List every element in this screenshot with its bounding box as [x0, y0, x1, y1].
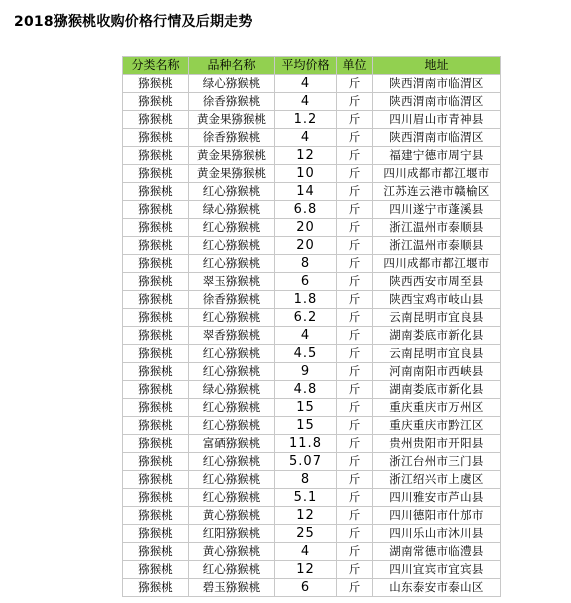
header-address: 地址	[373, 57, 501, 75]
cell-unit: 斤	[337, 93, 373, 111]
cell-unit: 斤	[337, 327, 373, 345]
cell-address: 浙江温州市泰顺县	[373, 237, 501, 255]
cell-address: 四川雅安市芦山县	[373, 489, 501, 507]
table-row	[123, 183, 501, 201]
cell-variety: 红心猕猴桃	[189, 309, 275, 327]
cell-avg-price: 9	[275, 363, 337, 381]
cell-category: 猕猴桃	[123, 561, 189, 579]
table-row	[123, 489, 501, 507]
cell-category: 猕猴桃	[123, 363, 189, 381]
cell-variety: 红心猕猴桃	[189, 363, 275, 381]
cell-address: 江苏连云港市赣榆区	[373, 183, 501, 201]
cell-variety: 绿心猕猴桃	[189, 201, 275, 219]
cell-avg-price: 10	[275, 165, 337, 183]
cell-avg-price: 20	[275, 237, 337, 255]
cell-category: 猕猴桃	[123, 147, 189, 165]
table-row	[123, 165, 501, 183]
cell-address: 陕西宝鸡市岐山县	[373, 291, 501, 309]
cell-unit: 斤	[337, 165, 373, 183]
cell-unit: 斤	[337, 129, 373, 147]
table-row	[123, 273, 501, 291]
cell-avg-price: 6.2	[275, 309, 337, 327]
cell-avg-price: 15	[275, 417, 337, 435]
cell-address: 四川眉山市青神县	[373, 111, 501, 129]
header-category: 分类名称	[123, 57, 189, 75]
table-row	[123, 543, 501, 561]
cell-variety: 红心猕猴桃	[189, 219, 275, 237]
cell-address: 陕西渭南市临渭区	[373, 75, 501, 93]
cell-unit: 斤	[337, 543, 373, 561]
cell-category: 猕猴桃	[123, 525, 189, 543]
cell-avg-price: 5.07	[275, 453, 337, 471]
cell-address: 湖南娄底市新化县	[373, 327, 501, 345]
cell-category: 猕猴桃	[123, 381, 189, 399]
cell-unit: 斤	[337, 471, 373, 489]
cell-avg-price: 14	[275, 183, 337, 201]
cell-category: 猕猴桃	[123, 75, 189, 93]
cell-unit: 斤	[337, 453, 373, 471]
cell-address: 浙江绍兴市上虞区	[373, 471, 501, 489]
cell-avg-price: 11.8	[275, 435, 337, 453]
cell-unit: 斤	[337, 111, 373, 129]
cell-avg-price: 6	[275, 579, 337, 597]
table-row	[123, 201, 501, 219]
cell-category: 猕猴桃	[123, 345, 189, 363]
page-title: 2018猕猴桃收购价格行情及后期走势	[14, 14, 253, 30]
table-row	[123, 327, 501, 345]
cell-unit: 斤	[337, 417, 373, 435]
table-row	[123, 471, 501, 489]
cell-unit: 斤	[337, 561, 373, 579]
cell-variety: 翠玉猕猴桃	[189, 273, 275, 291]
cell-variety: 黄金果猕猴桃	[189, 111, 275, 129]
table-row	[123, 417, 501, 435]
table-row	[123, 363, 501, 381]
cell-avg-price: 12	[275, 507, 337, 525]
cell-unit: 斤	[337, 399, 373, 417]
table-row	[123, 129, 501, 147]
cell-avg-price: 4	[275, 93, 337, 111]
cell-avg-price: 12	[275, 561, 337, 579]
cell-category: 猕猴桃	[123, 309, 189, 327]
cell-category: 猕猴桃	[123, 507, 189, 525]
header-unit: 单位	[337, 57, 373, 75]
cell-address: 云南昆明市宜良县	[373, 309, 501, 327]
cell-variety: 徐香猕猴桃	[189, 93, 275, 111]
cell-unit: 斤	[337, 381, 373, 399]
cell-unit: 斤	[337, 345, 373, 363]
cell-unit: 斤	[337, 75, 373, 93]
cell-variety: 黄心猕猴桃	[189, 507, 275, 525]
cell-address: 浙江台州市三门县	[373, 453, 501, 471]
cell-variety: 红心猕猴桃	[189, 561, 275, 579]
cell-category: 猕猴桃	[123, 489, 189, 507]
cell-address: 重庆重庆市黔江区	[373, 417, 501, 435]
cell-avg-price: 5.1	[275, 489, 337, 507]
cell-address: 陕西西安市周至县	[373, 273, 501, 291]
cell-address: 四川乐山市沐川县	[373, 525, 501, 543]
cell-category: 猕猴桃	[123, 579, 189, 597]
cell-category: 猕猴桃	[123, 201, 189, 219]
cell-category: 猕猴桃	[123, 399, 189, 417]
cell-category: 猕猴桃	[123, 291, 189, 309]
cell-category: 猕猴桃	[123, 165, 189, 183]
cell-address: 四川遂宁市蓬溪县	[373, 201, 501, 219]
cell-avg-price: 4	[275, 327, 337, 345]
cell-address: 四川宜宾市宜宾县	[373, 561, 501, 579]
cell-variety: 黄金果猕猴桃	[189, 165, 275, 183]
cell-avg-price: 8	[275, 255, 337, 273]
table-row	[123, 75, 501, 93]
cell-address: 陕西渭南市临渭区	[373, 93, 501, 111]
table-row	[123, 147, 501, 165]
cell-unit: 斤	[337, 183, 373, 201]
cell-unit: 斤	[337, 525, 373, 543]
cell-address: 福建宁德市周宁县	[373, 147, 501, 165]
cell-variety: 红心猕猴桃	[189, 255, 275, 273]
cell-unit: 斤	[337, 291, 373, 309]
cell-avg-price: 1.8	[275, 291, 337, 309]
table-row	[123, 237, 501, 255]
table-row	[123, 507, 501, 525]
cell-variety: 红心猕猴桃	[189, 471, 275, 489]
cell-address: 重庆重庆市万州区	[373, 399, 501, 417]
cell-variety: 黄金果猕猴桃	[189, 147, 275, 165]
cell-avg-price: 12	[275, 147, 337, 165]
table-row	[123, 453, 501, 471]
cell-avg-price: 4	[275, 75, 337, 93]
cell-address: 贵州贵阳市开阳县	[373, 435, 501, 453]
table-row	[123, 579, 501, 597]
cell-variety: 富硒猕猴桃	[189, 435, 275, 453]
cell-category: 猕猴桃	[123, 543, 189, 561]
cell-variety: 碧玉猕猴桃	[189, 579, 275, 597]
cell-address: 四川成都市都江堰市	[373, 255, 501, 273]
cell-address: 湖南常德市临澧县	[373, 543, 501, 561]
cell-avg-price: 4	[275, 129, 337, 147]
cell-category: 猕猴桃	[123, 327, 189, 345]
table-row	[123, 561, 501, 579]
cell-variety: 红心猕猴桃	[189, 183, 275, 201]
cell-unit: 斤	[337, 507, 373, 525]
cell-avg-price: 8	[275, 471, 337, 489]
cell-variety: 红心猕猴桃	[189, 453, 275, 471]
header-variety: 品种名称	[189, 57, 275, 75]
header-avg-price: 平均价格	[275, 57, 337, 75]
cell-variety: 徐香猕猴桃	[189, 291, 275, 309]
cell-category: 猕猴桃	[123, 93, 189, 111]
cell-variety: 红心猕猴桃	[189, 417, 275, 435]
cell-avg-price: 1.2	[275, 111, 337, 129]
cell-category: 猕猴桃	[123, 111, 189, 129]
cell-address: 浙江温州市泰顺县	[373, 219, 501, 237]
cell-unit: 斤	[337, 147, 373, 165]
table-row	[123, 309, 501, 327]
cell-avg-price: 15	[275, 399, 337, 417]
cell-category: 猕猴桃	[123, 453, 189, 471]
cell-variety: 翠香猕猴桃	[189, 327, 275, 345]
cell-avg-price: 4	[275, 543, 337, 561]
cell-address: 陕西渭南市临渭区	[373, 129, 501, 147]
cell-avg-price: 4.5	[275, 345, 337, 363]
cell-unit: 斤	[337, 201, 373, 219]
cell-avg-price: 20	[275, 219, 337, 237]
cell-variety: 红心猕猴桃	[189, 489, 275, 507]
cell-unit: 斤	[337, 579, 373, 597]
header-row	[123, 57, 501, 75]
cell-variety: 红心猕猴桃	[189, 399, 275, 417]
cell-category: 猕猴桃	[123, 417, 189, 435]
cell-address: 四川德阳市什邡市	[373, 507, 501, 525]
cell-unit: 斤	[337, 489, 373, 507]
cell-unit: 斤	[337, 309, 373, 327]
cell-unit: 斤	[337, 273, 373, 291]
table-row	[123, 93, 501, 111]
cell-variety: 绿心猕猴桃	[189, 381, 275, 399]
cell-category: 猕猴桃	[123, 219, 189, 237]
cell-category: 猕猴桃	[123, 471, 189, 489]
table-row	[123, 525, 501, 543]
cell-avg-price: 4.8	[275, 381, 337, 399]
table-row	[123, 219, 501, 237]
cell-category: 猕猴桃	[123, 255, 189, 273]
cell-category: 猕猴桃	[123, 129, 189, 147]
cell-variety: 徐香猕猴桃	[189, 129, 275, 147]
cell-avg-price: 6.8	[275, 201, 337, 219]
table-row	[123, 255, 501, 273]
cell-unit: 斤	[337, 435, 373, 453]
cell-unit: 斤	[337, 237, 373, 255]
table-row	[123, 381, 501, 399]
cell-variety: 绿心猕猴桃	[189, 75, 275, 93]
table-row	[123, 435, 501, 453]
cell-unit: 斤	[337, 363, 373, 381]
cell-unit: 斤	[337, 219, 373, 237]
cell-address: 湖南娄底市新化县	[373, 381, 501, 399]
cell-address: 河南南阳市西峡县	[373, 363, 501, 381]
table-row	[123, 399, 501, 417]
cell-avg-price: 25	[275, 525, 337, 543]
table-row	[123, 291, 501, 309]
table-row	[123, 345, 501, 363]
table-row	[123, 111, 501, 129]
cell-avg-price: 6	[275, 273, 337, 291]
cell-address: 山东泰安市泰山区	[373, 579, 501, 597]
cell-category: 猕猴桃	[123, 435, 189, 453]
cell-category: 猕猴桃	[123, 237, 189, 255]
cell-variety: 红阳猕猴桃	[189, 525, 275, 543]
cell-variety: 黄心猕猴桃	[189, 543, 275, 561]
price-table	[122, 56, 501, 597]
cell-address: 云南昆明市宜良县	[373, 345, 501, 363]
cell-unit: 斤	[337, 255, 373, 273]
cell-category: 猕猴桃	[123, 183, 189, 201]
cell-category: 猕猴桃	[123, 273, 189, 291]
cell-variety: 红心猕猴桃	[189, 345, 275, 363]
cell-address: 四川成都市都江堰市	[373, 165, 501, 183]
table-body	[123, 75, 501, 597]
cell-variety: 红心猕猴桃	[189, 237, 275, 255]
